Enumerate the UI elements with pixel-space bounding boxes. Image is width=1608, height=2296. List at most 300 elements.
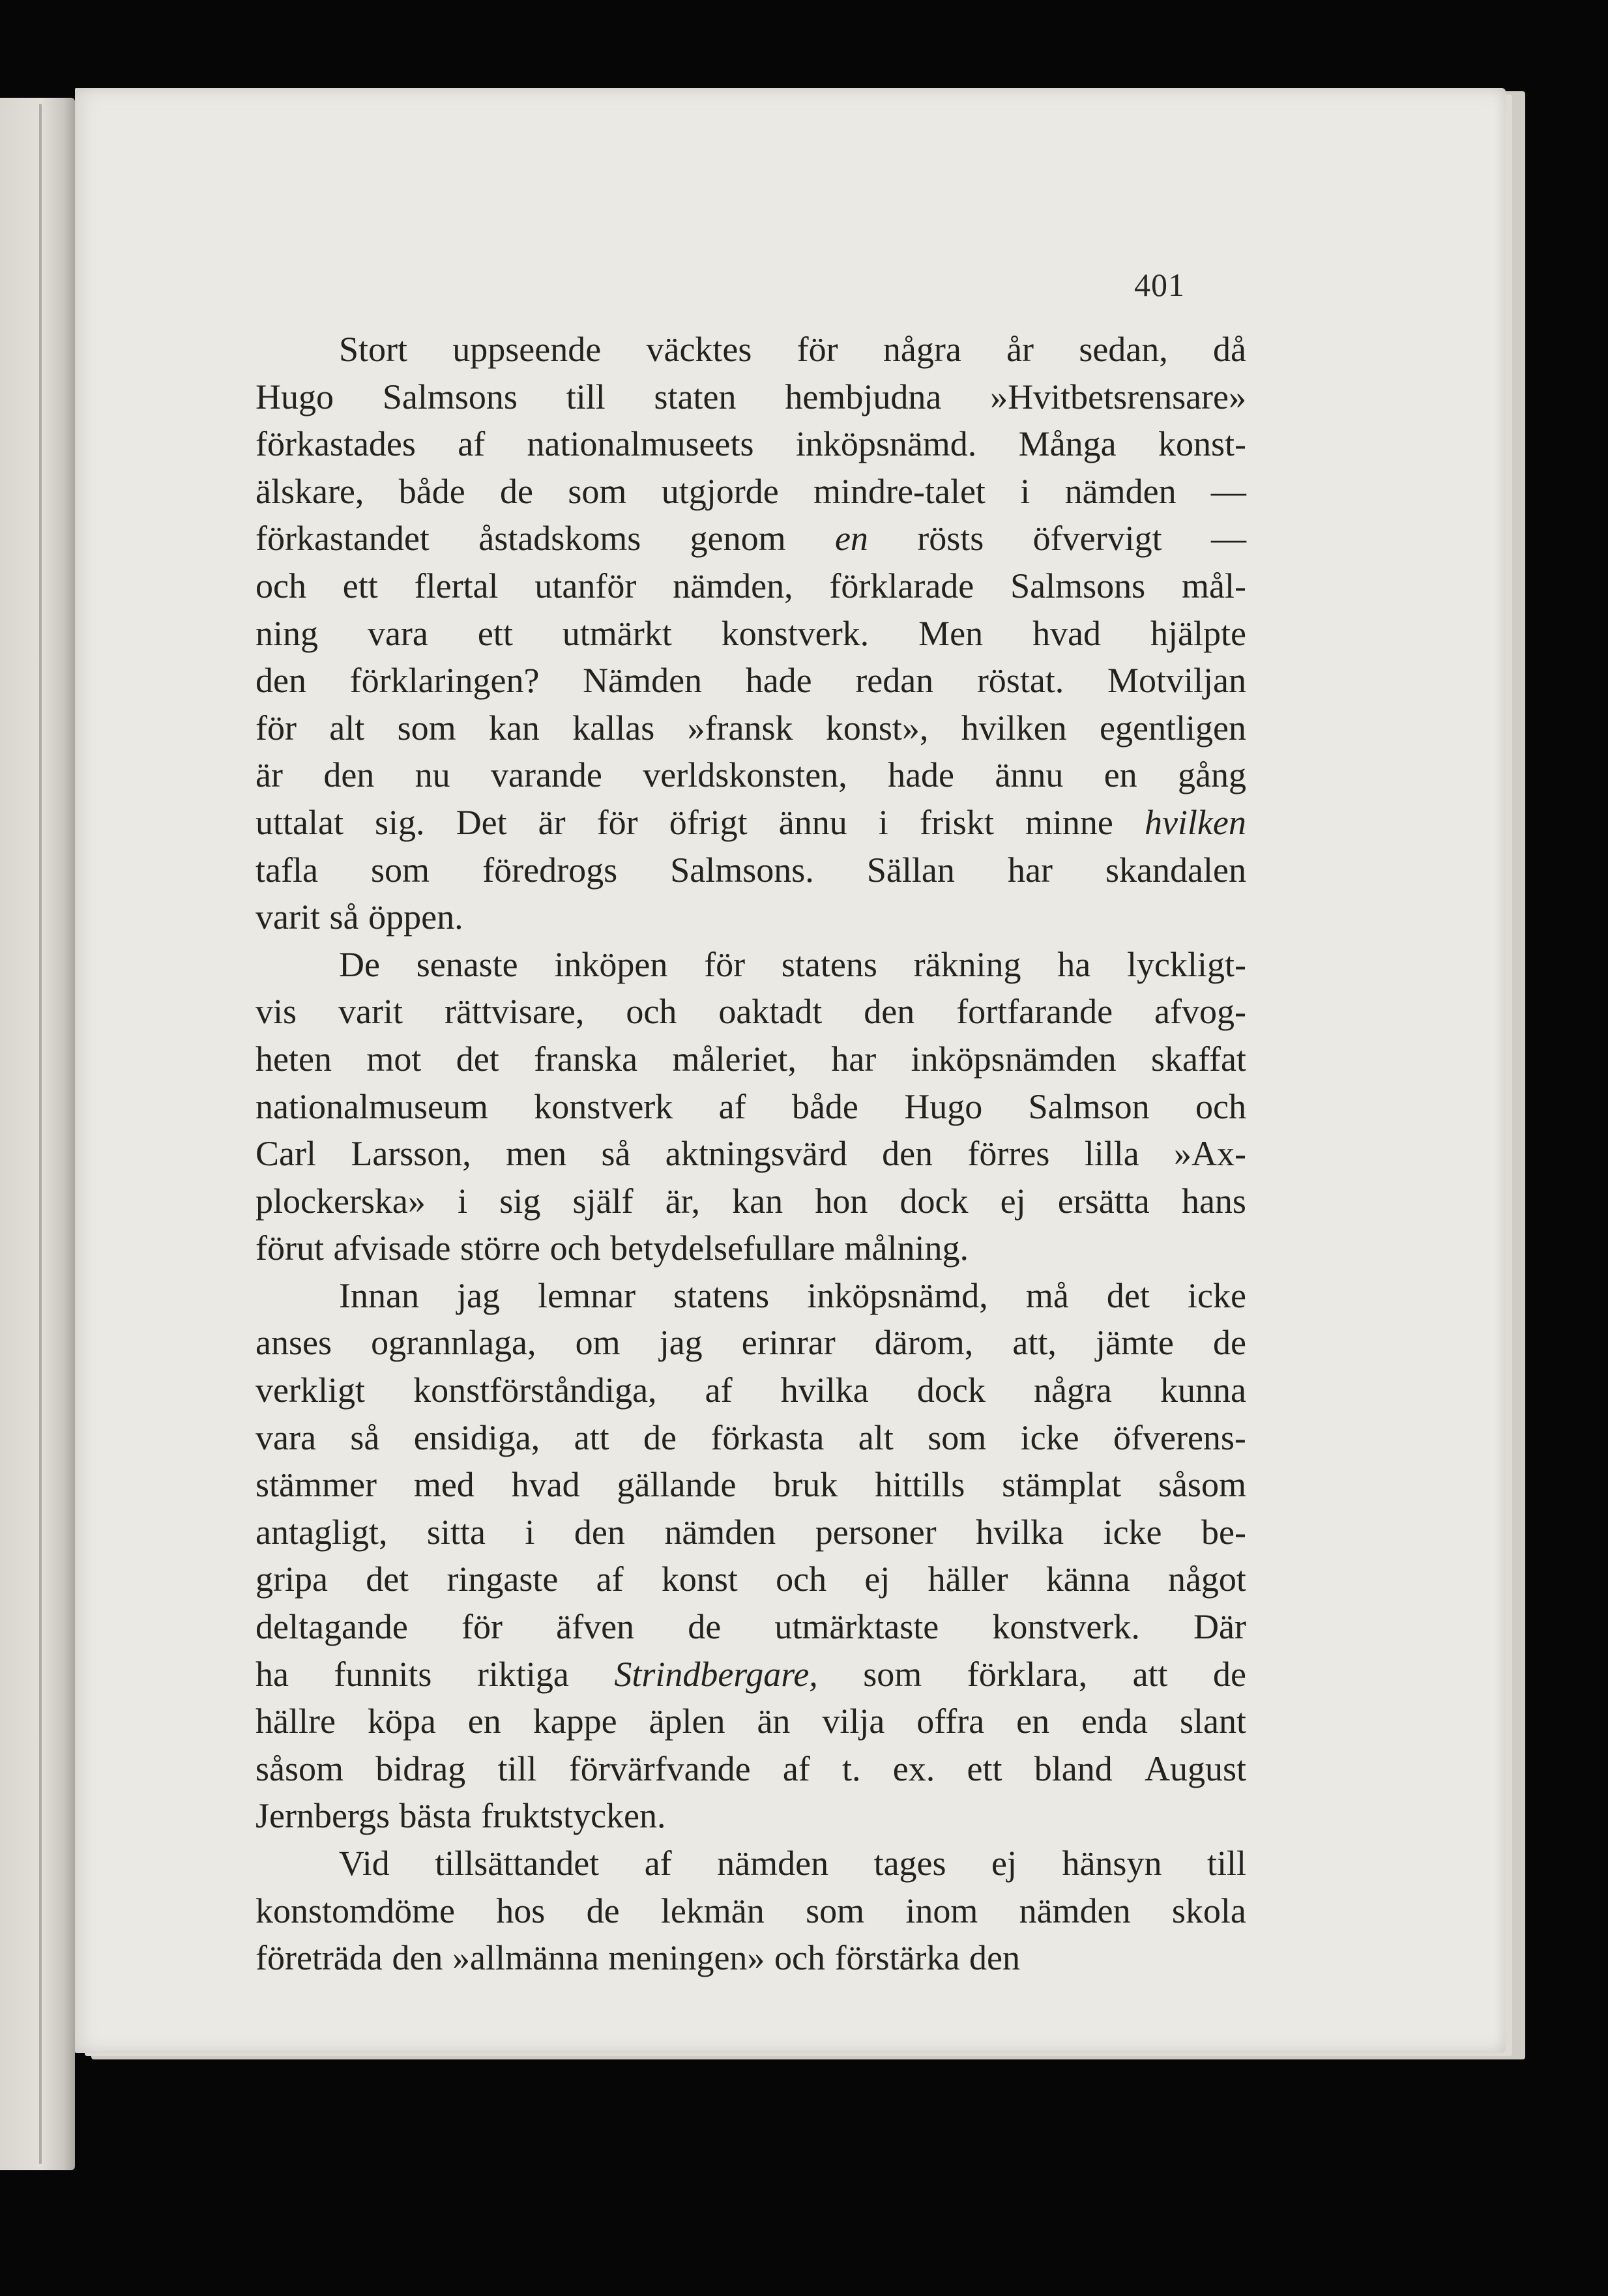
word: hvad xyxy=(511,1465,580,1505)
word: enda xyxy=(1081,1702,1148,1741)
word: gång xyxy=(1178,755,1246,795)
word: och xyxy=(256,566,306,605)
word: inköpsnämden xyxy=(911,1039,1117,1079)
word: statens xyxy=(781,944,877,984)
word: August xyxy=(1144,1749,1246,1788)
word: större xyxy=(460,1228,540,1268)
word: en xyxy=(1104,755,1137,795)
word: staten xyxy=(654,377,737,416)
word: sig xyxy=(499,1181,541,1221)
word: redan xyxy=(855,661,934,701)
word: för xyxy=(704,944,746,984)
word: några xyxy=(883,330,961,369)
word: förut xyxy=(256,1228,324,1268)
word: genom xyxy=(690,519,786,559)
text-line xyxy=(256,468,1246,516)
word: ett xyxy=(967,1749,1002,1788)
word: Hugo xyxy=(256,377,334,416)
word: Stort xyxy=(339,330,408,369)
word: åstadskoms xyxy=(478,519,641,559)
word: hvilken xyxy=(961,708,1067,748)
word: slant xyxy=(1179,1702,1246,1741)
word: riktiga xyxy=(476,1654,569,1694)
word: Hugo xyxy=(904,1086,983,1126)
word: nu xyxy=(415,755,450,795)
word: och xyxy=(549,1228,601,1268)
word: jämte xyxy=(1095,1323,1174,1363)
word: till xyxy=(566,377,606,416)
word: ex. xyxy=(892,1749,935,1788)
text-line xyxy=(256,1651,1246,1698)
word: det xyxy=(456,1039,499,1079)
word: bidrag xyxy=(375,1749,466,1788)
word: hällre xyxy=(256,1702,336,1741)
word: en xyxy=(834,519,868,559)
word: stämplat xyxy=(1002,1465,1122,1505)
word: ej xyxy=(991,1844,1017,1883)
word: och xyxy=(774,1938,825,1978)
word: af xyxy=(718,1086,746,1126)
word: Där xyxy=(1193,1607,1246,1647)
word: såsom xyxy=(1158,1465,1246,1505)
word: heten xyxy=(256,1039,332,1079)
word: ensidiga, xyxy=(413,1417,540,1457)
word: öfverens- xyxy=(1113,1417,1246,1457)
word: Men xyxy=(918,613,984,653)
word: nämden xyxy=(1019,1891,1131,1930)
word: flertal xyxy=(414,566,499,605)
word: hvad xyxy=(1032,613,1102,653)
word: icke xyxy=(1103,1512,1162,1552)
word: hade xyxy=(888,755,954,795)
word: nationalmuseets xyxy=(527,424,754,464)
word: Motviljan xyxy=(1107,661,1246,701)
text-line xyxy=(256,1414,1246,1462)
word: meningen» xyxy=(608,1938,765,1978)
word: konstomdöme xyxy=(256,1891,455,1930)
word: »Hvitbetsrensare» xyxy=(990,377,1246,416)
word: nationalmuseum xyxy=(256,1086,488,1126)
page-number: 401 xyxy=(1134,267,1185,303)
word: har xyxy=(1007,850,1053,890)
text-line xyxy=(256,1934,1246,1982)
word: som xyxy=(806,1891,865,1930)
word: konst- xyxy=(1158,424,1246,464)
text-line xyxy=(256,1792,1246,1840)
word: Det xyxy=(456,802,507,842)
word: ha xyxy=(256,1654,289,1694)
word: det xyxy=(366,1560,409,1599)
word: ej xyxy=(864,1560,890,1599)
word: både xyxy=(398,471,465,511)
word: lyckligt- xyxy=(1127,944,1246,984)
word: den xyxy=(574,1512,625,1552)
word: att xyxy=(1132,1654,1168,1694)
word: förkastandet xyxy=(256,519,430,559)
word: alt xyxy=(858,1417,894,1457)
word: gällande xyxy=(617,1465,737,1505)
text-line xyxy=(256,1887,1246,1935)
word: röstat. xyxy=(976,661,1064,701)
word: ringaste xyxy=(446,1560,559,1599)
word: räkning xyxy=(913,944,1021,984)
text-line xyxy=(256,988,1246,1036)
word: och xyxy=(776,1560,827,1599)
word: om xyxy=(575,1323,621,1363)
paragraph xyxy=(256,941,1246,1272)
text-line xyxy=(256,1130,1246,1178)
word: jag xyxy=(457,1275,501,1315)
word: kan xyxy=(488,708,540,748)
paragraph xyxy=(256,326,1246,941)
text-line xyxy=(256,1178,1246,1225)
text-line xyxy=(256,1272,1246,1320)
word: skola xyxy=(1171,1891,1246,1930)
word: oaktadt xyxy=(718,992,823,1032)
word: lekmän xyxy=(660,1891,765,1930)
word: så xyxy=(350,1417,380,1457)
word: Många xyxy=(1018,424,1117,464)
word: Sällan xyxy=(866,850,955,890)
word: varit xyxy=(338,992,403,1032)
word: utmärktaste xyxy=(774,1607,939,1647)
word: måleriet, xyxy=(672,1039,797,1079)
word: kallas xyxy=(572,708,655,748)
word: icke xyxy=(1020,1417,1079,1457)
text-line xyxy=(256,1603,1246,1651)
word: erinrar xyxy=(741,1323,836,1363)
word: mål- xyxy=(1181,566,1246,605)
word: öfrigt xyxy=(669,802,748,842)
word: något xyxy=(1167,1560,1246,1599)
word: tafla xyxy=(256,850,318,890)
previous-page-edge xyxy=(0,98,75,2170)
word: äplen xyxy=(649,1702,725,1741)
text-line xyxy=(256,705,1246,752)
word: den xyxy=(864,992,915,1032)
word: den xyxy=(392,1938,443,1978)
word: förvärfvande xyxy=(568,1749,751,1788)
word: förklarade xyxy=(829,566,974,605)
text-line xyxy=(256,657,1246,705)
word: vara xyxy=(367,613,428,653)
word: varit xyxy=(256,897,320,937)
word: konst», xyxy=(825,708,929,748)
text-line xyxy=(256,326,1246,373)
word: både xyxy=(791,1086,858,1126)
word: än xyxy=(757,1702,791,1741)
word: är, xyxy=(665,1181,700,1221)
text-line xyxy=(256,941,1246,989)
word: — xyxy=(1210,519,1246,559)
word: sitta xyxy=(426,1512,486,1552)
text-line xyxy=(256,1083,1246,1131)
text-line xyxy=(256,373,1246,421)
word: fortfarande xyxy=(956,992,1113,1032)
word: afvog- xyxy=(1154,992,1246,1032)
word: häller xyxy=(928,1560,1008,1599)
word: bland xyxy=(1034,1749,1113,1788)
word: som xyxy=(568,471,627,511)
word: hade xyxy=(745,661,812,701)
word: af xyxy=(705,1371,733,1410)
word: hjälpte xyxy=(1150,613,1246,653)
word: konstverk. xyxy=(721,613,870,653)
word: de xyxy=(688,1607,722,1647)
text-line xyxy=(256,1509,1246,1556)
word: förklaringen? xyxy=(349,661,540,701)
word: därom, xyxy=(874,1323,974,1363)
word: konstverk. xyxy=(992,1607,1140,1647)
word: är xyxy=(538,802,566,842)
word: tages xyxy=(873,1844,946,1883)
word: ännu xyxy=(778,802,847,842)
word: öfvervigt xyxy=(1032,519,1162,559)
word: senaste xyxy=(416,944,518,984)
word: konstförståndiga, xyxy=(413,1371,657,1410)
word: hittills xyxy=(875,1465,965,1505)
word: utmärkt xyxy=(562,613,672,653)
word: be- xyxy=(1201,1512,1246,1552)
word: afvisade xyxy=(333,1228,451,1268)
word: ett xyxy=(342,566,378,605)
word: vilja xyxy=(822,1702,885,1741)
word: hvilka xyxy=(976,1512,1064,1552)
word: antagligt, xyxy=(256,1512,388,1552)
word: i xyxy=(878,802,888,842)
word: anses xyxy=(256,1323,332,1363)
word: ännu xyxy=(995,755,1064,795)
word: Larsson, xyxy=(351,1134,471,1174)
paragraph xyxy=(256,1840,1246,1982)
word: men xyxy=(506,1134,567,1174)
word: hvilken xyxy=(1144,802,1246,842)
word: till xyxy=(497,1749,537,1788)
word: kunna xyxy=(1160,1371,1246,1410)
word: »Ax- xyxy=(1174,1134,1246,1174)
word: förstärka xyxy=(834,1938,960,1978)
word: franska xyxy=(534,1039,638,1079)
word: tillsättandet xyxy=(435,1844,600,1883)
text-line xyxy=(256,1461,1246,1509)
word: inköpsnämd. xyxy=(795,424,977,464)
word: dock xyxy=(899,1181,969,1221)
word: konstverk xyxy=(534,1086,673,1126)
word: nämden, xyxy=(673,566,793,605)
word: stämmer xyxy=(256,1465,377,1505)
word: skaffat xyxy=(1151,1039,1246,1079)
word: de xyxy=(586,1891,620,1930)
word: den xyxy=(256,661,306,701)
word: hvilka xyxy=(780,1371,869,1410)
word: kan xyxy=(732,1181,783,1221)
word: af xyxy=(596,1560,624,1599)
word: ogrannlaga, xyxy=(371,1323,536,1363)
word: funnits xyxy=(334,1654,432,1694)
word: vara xyxy=(256,1417,316,1457)
word: att xyxy=(574,1417,609,1457)
word: dock xyxy=(916,1371,986,1410)
word: i xyxy=(1020,471,1031,511)
text-line xyxy=(256,1319,1246,1367)
word: några xyxy=(1033,1371,1112,1410)
word: deltagande xyxy=(256,1607,408,1647)
word: friskt xyxy=(919,802,994,842)
word: jag xyxy=(659,1323,703,1363)
word: plockerska» xyxy=(256,1181,426,1221)
word: Carl xyxy=(256,1134,316,1174)
word: alt xyxy=(329,708,365,748)
word: inköpsnämd, xyxy=(807,1275,988,1315)
text-line xyxy=(256,847,1246,894)
word: förkasta xyxy=(710,1417,825,1457)
word: sig. xyxy=(375,802,425,842)
word: minne xyxy=(1025,802,1113,842)
word: De xyxy=(339,944,380,984)
word: Vid xyxy=(339,1844,390,1883)
word: bruk xyxy=(773,1465,838,1505)
word: offra xyxy=(916,1702,985,1741)
word: gripa xyxy=(256,1560,328,1599)
spine-shadow xyxy=(39,104,42,2164)
word: såsom xyxy=(256,1749,344,1788)
word: rösts xyxy=(917,519,984,559)
word: inköpen xyxy=(554,944,668,984)
word: uttalat xyxy=(256,802,344,842)
word: Salmsons. xyxy=(670,850,814,890)
word: egentligen xyxy=(1100,708,1246,748)
text-line xyxy=(256,1367,1246,1414)
word: nämden xyxy=(717,1844,829,1883)
word: icke xyxy=(1187,1275,1246,1315)
word: mot xyxy=(366,1039,422,1079)
word: har xyxy=(831,1039,877,1079)
word: de xyxy=(500,471,533,511)
word: och xyxy=(1195,1086,1246,1126)
word: Nämden xyxy=(583,661,703,701)
word: af xyxy=(782,1749,810,1788)
word: de xyxy=(643,1417,677,1457)
word: som xyxy=(397,708,456,748)
word: själf xyxy=(572,1181,634,1221)
word: Salmsons xyxy=(382,377,518,416)
word: t. xyxy=(842,1749,861,1788)
word: bästa xyxy=(399,1796,472,1836)
word: ning xyxy=(256,613,319,653)
word: för xyxy=(256,708,297,748)
word: nämden xyxy=(664,1512,776,1552)
word: skandalen xyxy=(1105,850,1246,890)
text-line xyxy=(256,420,1246,468)
word: år xyxy=(1006,330,1034,369)
word: af xyxy=(644,1844,672,1883)
word: målning. xyxy=(844,1228,969,1268)
word: vis xyxy=(256,992,297,1032)
word: statens xyxy=(673,1275,770,1315)
word: »allmänna xyxy=(452,1938,599,1978)
text-line xyxy=(256,1840,1246,1887)
word: personer xyxy=(815,1512,937,1552)
word: öppen. xyxy=(368,897,463,937)
word: utgjorde xyxy=(661,471,779,511)
word: är xyxy=(256,755,283,795)
word: hänsyn xyxy=(1062,1844,1162,1883)
word: hembjudna xyxy=(785,377,942,416)
text-line xyxy=(256,1698,1246,1745)
word: verldskonsten, xyxy=(643,755,847,795)
word: köpa xyxy=(367,1702,436,1741)
word: af xyxy=(458,424,486,464)
text-line xyxy=(256,894,1246,941)
word: älskare, xyxy=(256,471,364,511)
word: företräda xyxy=(256,1938,383,1978)
text-line xyxy=(256,1556,1246,1603)
word: hans xyxy=(1181,1181,1246,1221)
word: ej xyxy=(1000,1181,1026,1221)
word: så xyxy=(329,897,359,937)
word: ersätta xyxy=(1057,1181,1150,1221)
word: den xyxy=(323,755,375,795)
word: till xyxy=(1206,1844,1246,1883)
text-line xyxy=(256,515,1246,562)
word: känna xyxy=(1045,1560,1130,1599)
word: och xyxy=(626,992,677,1032)
word: hos xyxy=(496,1891,546,1930)
text-line xyxy=(256,610,1246,658)
word: äfven xyxy=(556,1607,635,1647)
word: så xyxy=(601,1134,631,1174)
text-line xyxy=(256,1036,1246,1083)
word: fruktstycken. xyxy=(481,1796,666,1836)
word: för xyxy=(596,802,638,842)
word: den xyxy=(882,1134,933,1174)
word: förklara, xyxy=(967,1654,1088,1694)
text-line xyxy=(256,1745,1246,1793)
word: uppseende xyxy=(452,330,602,369)
word: i xyxy=(525,1512,535,1552)
word: varande xyxy=(491,755,602,795)
word: för xyxy=(797,330,838,369)
text-line xyxy=(256,1225,1246,1272)
word: för xyxy=(461,1607,503,1647)
word: konst xyxy=(661,1560,738,1599)
paragraph xyxy=(256,1272,1246,1840)
word: de xyxy=(1213,1323,1246,1363)
word: lilla xyxy=(1084,1134,1139,1174)
word: Salmson xyxy=(1028,1086,1150,1126)
word: hon xyxy=(815,1181,868,1221)
word: den xyxy=(969,1938,1021,1978)
word: mindre-talet xyxy=(813,471,986,511)
word: väcktes xyxy=(646,330,752,369)
word: »fransk xyxy=(687,708,793,748)
word: förres xyxy=(967,1134,1050,1174)
text-line xyxy=(256,751,1246,799)
word: som xyxy=(371,850,430,890)
word: sedan, xyxy=(1079,330,1168,369)
word: som xyxy=(928,1417,987,1457)
text-line xyxy=(256,562,1246,610)
word: utanför xyxy=(534,566,637,605)
word: må xyxy=(1025,1275,1069,1315)
word: lemnar xyxy=(538,1275,636,1315)
word: ha xyxy=(1057,944,1091,984)
word: Strindbergare, xyxy=(614,1654,818,1694)
word: kappe xyxy=(533,1702,617,1741)
word: nämden xyxy=(1064,471,1177,511)
text-line xyxy=(256,799,1246,847)
word: då xyxy=(1213,330,1246,369)
